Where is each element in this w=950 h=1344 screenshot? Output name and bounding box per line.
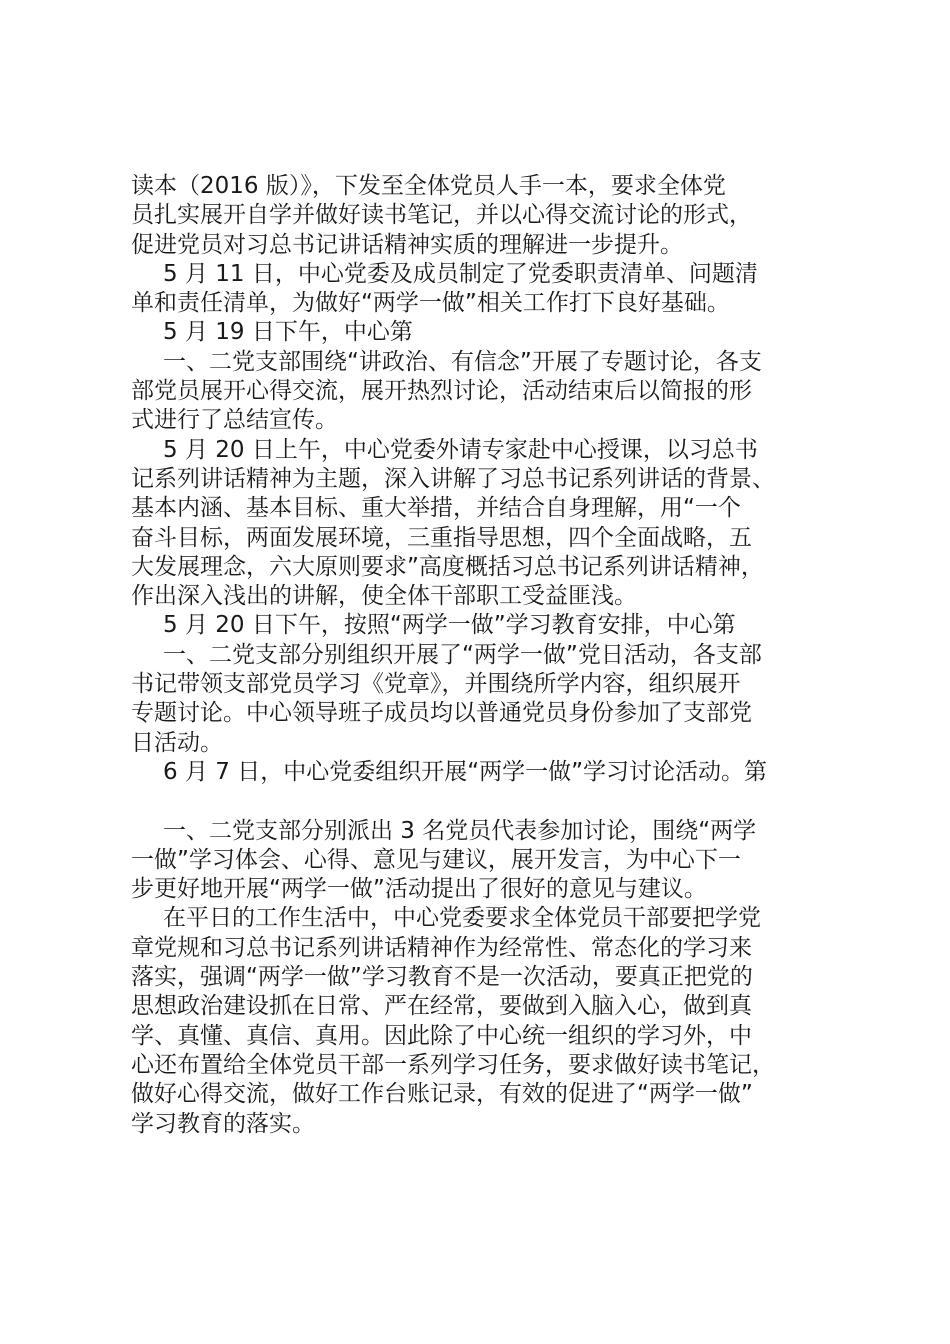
text-line: 章党规和习总书记系列讲话精神作为经常性、常态化的学习来 bbox=[131, 934, 752, 961]
text-line: 学、真懂、真信、真用。因此除了中心统一组织的学习外，中 bbox=[131, 1022, 752, 1049]
blank-line bbox=[131, 787, 831, 816]
paragraph-start-line: 5 月 11 日，中心党委及成员制定了党委职责清单、问题清 bbox=[163, 260, 758, 287]
text-line: 记系列讲话精神为主题，深入讲解了习总书记系列讲话的背景、 bbox=[131, 465, 775, 492]
text-line: 读本（2016 版）》，下发至全体党员人手一本，要求全体党 bbox=[131, 173, 726, 199]
text-line: 一做”学习体会、心得、意见与建议，展开发言，为中心下一 bbox=[131, 846, 741, 873]
paragraph-start-line: 6 月 7 日，中心党委组织开展“两学一做”学习讨论活动。第 bbox=[163, 758, 768, 785]
paragraph-start-line: 一、二党支部分别组织开展了“两学一做”党日活动，各支部 bbox=[163, 641, 762, 668]
text-line: 日活动。 bbox=[131, 729, 223, 756]
text-line: 员扎实展开自学并做好读书笔记，并以心得交流讨论的形式， bbox=[131, 202, 752, 229]
text-line: 思想政治建设抓在日常、严在经常，要做到入脑入心，做到真 bbox=[131, 993, 752, 1020]
text-line: 专题讨论。中心领导班子成员均以普通党员身份参加了支部党 bbox=[131, 700, 752, 727]
paragraph-start-line: 一、二党支部围绕“讲政治、有信念”开展了专题讨论，各支 bbox=[163, 348, 762, 375]
text-line: 落实，强调“两学一做”学习教育不是一次活动，要真正把党的 bbox=[131, 964, 753, 991]
text-line: 学习教育的落实。 bbox=[131, 1110, 315, 1137]
paragraph-start-line: 5 月 20 日上午，中心党委外请专家赴中心授课，以习总书 bbox=[163, 436, 758, 463]
paragraph-start-line: 5 月 19 日下午，中心第 bbox=[163, 319, 413, 346]
text-line: 大发展理念，六大原则要求”高度概括习总书记系列讲话精神， bbox=[131, 553, 764, 580]
text-line: 基本内涵、基本目标、重大举措，并结合自身理解，用“一个 bbox=[131, 495, 741, 522]
paragraph-start-line: 5 月 20 日下午，按照“两学一做”学习教育安排，中心第 bbox=[163, 612, 736, 639]
text-line: 书记带领支部党员学习《党章》，并围绕所学内容，组织展开 bbox=[131, 671, 741, 698]
text-line: 做好心得交流，做好工作台账记录，有效的促进了“两学一做” bbox=[131, 1081, 753, 1108]
text-line: 部党员展开心得交流，展开热烈讨论，活动结束后以简报的形 bbox=[131, 378, 752, 405]
text-line: 奋斗目标，两面发展环境，三重指导思想，四个全面战略，五 bbox=[131, 524, 752, 551]
paragraph-start-line: 在平日的工作生活中，中心党委要求全体党员干部要把学党 bbox=[163, 905, 761, 932]
text-line: 心还布置给全体党员干部一系列学习任务，要求做好读书笔记， bbox=[131, 1051, 775, 1078]
text-line: 步更好地开展“两学一做”活动提出了很好的意见与建议。 bbox=[131, 876, 707, 903]
text-line: 作出深入浅出的讲解，使全体干部职工受益匪浅。 bbox=[131, 583, 637, 610]
paragraph-start-line: 一、二党支部分别派出 3 名党员代表参加讨论，围绕“两学 bbox=[163, 817, 757, 844]
text-line: 促进党员对习总书记讲话精神实质的理解进一步提升。 bbox=[131, 231, 683, 258]
document-body bbox=[131, 172, 831, 1139]
text-line: 式进行了总结宣传。 bbox=[131, 407, 338, 434]
text-line: 单和责任清单，为做好“两学一做”相关工作打下良好基础。 bbox=[131, 290, 730, 317]
